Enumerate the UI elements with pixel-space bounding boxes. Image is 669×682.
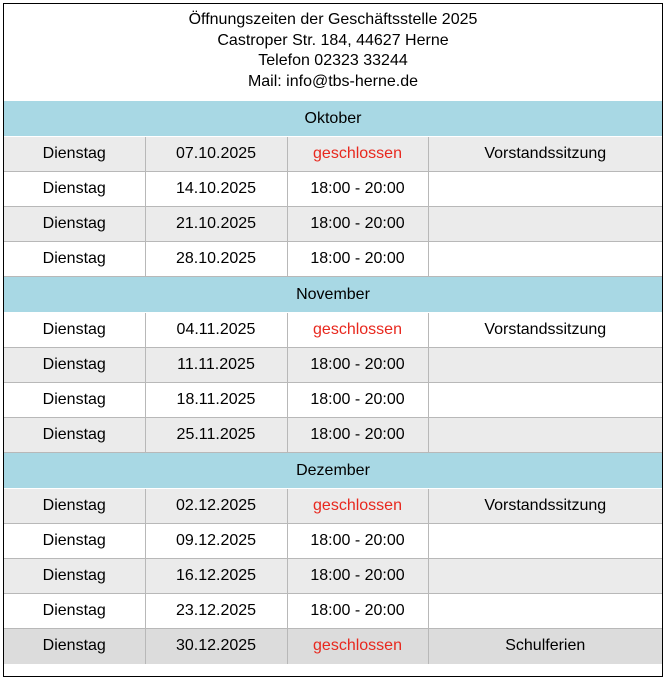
- date-cell: 16.12.2025: [145, 559, 287, 594]
- note-cell: Vorstandssitzung: [428, 489, 662, 524]
- header-mail: Mail: info@tbs-herne.de: [247, 72, 419, 90]
- table-row: [4, 418, 662, 453]
- note-cell: [428, 559, 662, 594]
- date-cell: 02.12.2025: [145, 489, 287, 524]
- note-cell: Schulferien: [428, 629, 662, 664]
- note-cell: [428, 207, 662, 242]
- day-cell: Dienstag: [4, 418, 145, 453]
- time-cell: 18:00 - 20:00: [287, 524, 428, 559]
- time-cell: geschlossen: [287, 137, 428, 172]
- time-cell: geschlossen: [287, 489, 428, 524]
- time-cell: geschlossen: [287, 313, 428, 348]
- date-cell: 09.12.2025: [145, 524, 287, 559]
- note-cell: [428, 172, 662, 207]
- note-cell: [428, 383, 662, 418]
- opening-hours-sheet: [3, 3, 663, 677]
- note-cell: Vorstandssitzung: [428, 137, 662, 172]
- month-label: Oktober: [4, 101, 662, 137]
- time-cell: 18:00 - 20:00: [287, 594, 428, 629]
- note-cell: Vorstandssitzung: [428, 313, 662, 348]
- day-cell: Dienstag: [4, 137, 145, 172]
- note-cell: [428, 242, 662, 277]
- table-row: [4, 629, 662, 664]
- table-row: [4, 383, 662, 418]
- day-cell: Dienstag: [4, 524, 145, 559]
- table-row: [4, 137, 662, 172]
- schedule-table: [4, 100, 662, 664]
- month-label: Dezember: [4, 453, 662, 489]
- date-cell: 11.11.2025: [145, 348, 287, 383]
- date-cell: 23.12.2025: [145, 594, 287, 629]
- day-cell: Dienstag: [4, 172, 145, 207]
- date-cell: 18.11.2025: [145, 383, 287, 418]
- table-row: [4, 348, 662, 383]
- time-cell: 18:00 - 20:00: [287, 172, 428, 207]
- table-row: [4, 242, 662, 277]
- time-cell: 18:00 - 20:00: [287, 418, 428, 453]
- time-cell: 18:00 - 20:00: [287, 559, 428, 594]
- date-cell: 14.10.2025: [145, 172, 287, 207]
- day-cell: Dienstag: [4, 594, 145, 629]
- date-cell: 25.11.2025: [145, 418, 287, 453]
- date-cell: 04.11.2025: [145, 313, 287, 348]
- table-row: [4, 207, 662, 242]
- table-row: [4, 313, 662, 348]
- note-cell: [428, 594, 662, 629]
- date-cell: 30.12.2025: [145, 629, 287, 664]
- note-cell: [428, 418, 662, 453]
- time-cell: geschlossen: [287, 629, 428, 664]
- time-cell: 18:00 - 20:00: [287, 348, 428, 383]
- time-cell: 18:00 - 20:00: [287, 242, 428, 277]
- table-row: [4, 594, 662, 629]
- table-row: [4, 489, 662, 524]
- day-cell: Dienstag: [4, 313, 145, 348]
- day-cell: Dienstag: [4, 629, 145, 664]
- note-cell: [428, 524, 662, 559]
- day-cell: Dienstag: [4, 348, 145, 383]
- month-label: November: [4, 277, 662, 313]
- month-row-oktober: [4, 101, 662, 137]
- day-cell: Dienstag: [4, 559, 145, 594]
- date-cell: 28.10.2025: [145, 242, 287, 277]
- table-row: [4, 559, 662, 594]
- header-phone: Telefon 02323 33244: [258, 52, 408, 69]
- day-cell: Dienstag: [4, 489, 145, 524]
- time-cell: 18:00 - 20:00: [287, 207, 428, 242]
- office-header: [4, 4, 662, 100]
- table-row: [4, 524, 662, 559]
- day-cell: Dienstag: [4, 383, 145, 418]
- note-cell: [428, 348, 662, 383]
- header-address: Castroper Str. 184, 44627 Herne: [217, 31, 449, 49]
- month-row-dezember: [4, 453, 662, 489]
- month-row-november: [4, 277, 662, 313]
- header-title: Öffnungszeiten der Geschäftsstelle 2025: [188, 11, 478, 28]
- time-cell: 18:00 - 20:00: [287, 383, 428, 418]
- date-cell: 07.10.2025: [145, 137, 287, 172]
- date-cell: 21.10.2025: [145, 207, 287, 242]
- day-cell: Dienstag: [4, 242, 145, 277]
- day-cell: Dienstag: [4, 207, 145, 242]
- table-row: [4, 172, 662, 207]
